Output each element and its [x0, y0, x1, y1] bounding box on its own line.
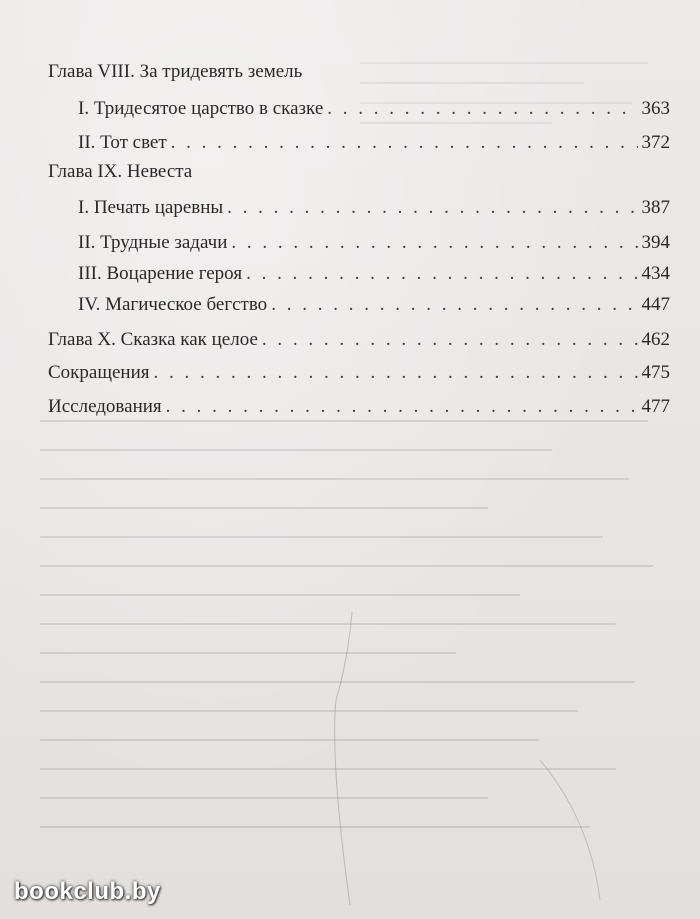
toc-entry-page: 394	[641, 232, 670, 253]
leader-dots	[166, 392, 638, 422]
toc-entry-title: II. Трудные задачи	[78, 232, 228, 253]
site-watermark: bookclub.by	[14, 878, 161, 905]
toc-entry-chapter-9	[48, 157, 670, 187]
toc-entry-pechat-tsarevny	[78, 193, 670, 223]
toc-entry-page: 462	[641, 329, 670, 350]
toc-entry-page: 475	[641, 362, 670, 383]
toc-entry-tot-svet	[78, 128, 670, 158]
toc-entry-issledovaniya	[48, 392, 670, 422]
toc-entry-title: I. Печать царевны	[78, 197, 224, 218]
toc-entry-title: Глава IX. Невеста	[48, 161, 193, 182]
show-through-text	[40, 420, 680, 900]
toc-entry-votsarenie-geroya	[78, 259, 670, 289]
leader-dots	[231, 228, 637, 258]
toc-entry-page: 372	[641, 132, 670, 153]
toc-entry-title: Глава X. Сказка как целое	[48, 329, 258, 350]
toc-entry-title: II. Тот свет	[78, 132, 167, 153]
toc-entry-chapter-8	[48, 57, 670, 87]
toc-entry-sokrashcheniya	[48, 358, 670, 388]
toc-entry-title: III. Воцарение героя	[78, 263, 243, 284]
toc-entry-page: 387	[641, 197, 670, 218]
leader-dots	[327, 94, 637, 124]
toc-entry-page: 477	[641, 396, 670, 417]
toc-entry-chapter-10	[48, 325, 670, 355]
leader-dots	[171, 128, 638, 158]
leader-dots	[271, 290, 637, 320]
toc-entry-title: IV. Магическое бегство	[78, 294, 268, 315]
toc-entry-magicheskoe-begstvo	[78, 290, 670, 320]
toc-entry-title: Исследования	[48, 396, 162, 417]
toc-entry-title: Глава VIII. За тридевять земель	[48, 61, 303, 82]
leader-dots	[262, 325, 638, 355]
toc-entry-title: Сокращения	[48, 362, 150, 383]
leader-dots	[227, 193, 637, 223]
leader-dots	[246, 259, 637, 289]
leader-dots	[153, 358, 637, 388]
toc-entry-title: I. Тридесятое царство в сказке	[78, 98, 324, 119]
toc-entry-page: 363	[641, 98, 670, 119]
toc-entry-page: 447	[641, 294, 670, 315]
toc-entry-trudnye-zadachi	[78, 228, 670, 258]
toc-entry-tridesyatoe-tsarstvo	[78, 94, 670, 124]
toc-entry-page: 434	[641, 263, 670, 284]
